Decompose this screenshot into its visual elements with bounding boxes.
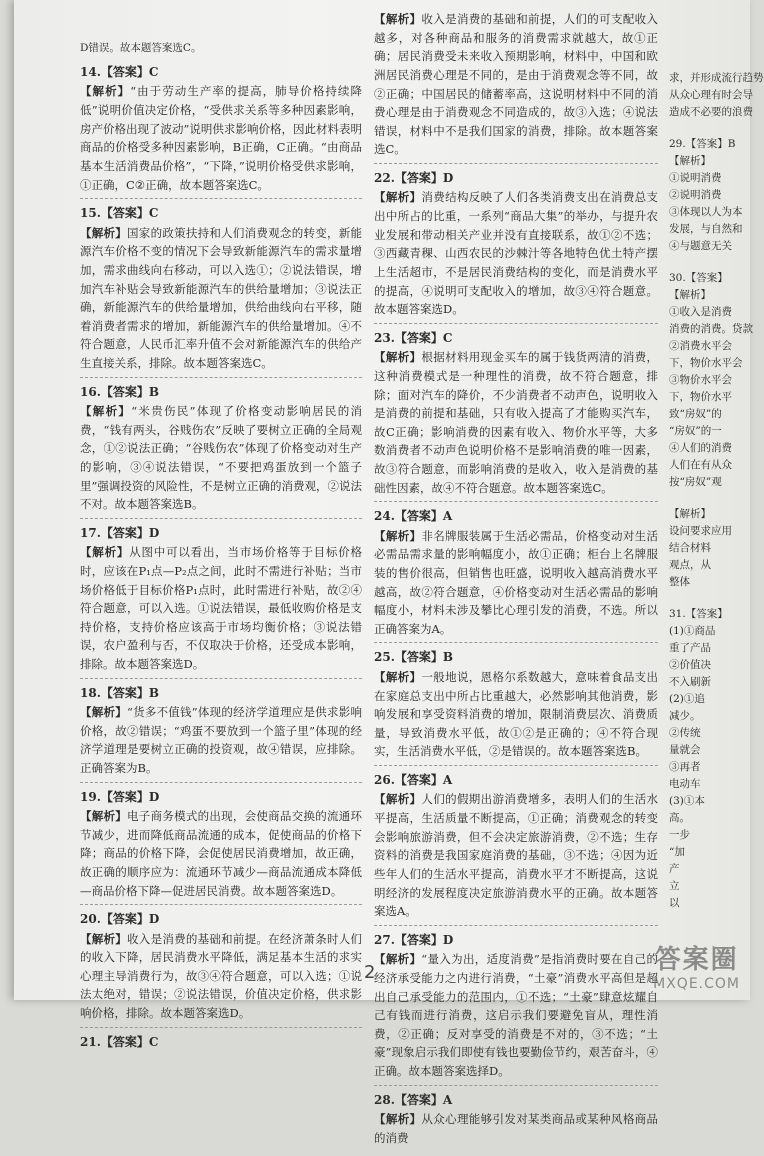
right-line: 求，并形成流行趋势 xyxy=(669,72,764,84)
answer-text: 【答案】D xyxy=(100,912,160,927)
right-line: ②消费水平会 xyxy=(669,340,732,352)
answer-text: 【答案】B xyxy=(394,650,454,665)
explanation-text: “量入为出，适度消费”是指消费时要在自己的经济承受能力之内进行消费，“土豪”消费水平高但是超出自己承受能力的范围内，①不选；“土豪”肆意炫耀自己有钱而进行消费，这启示我们要避免盲从，理性消费，②正确；反对享受的消费是不对的，③不选；“土豪”现象启示我们即使有钱也要勤俭节约，艰苦奋斗，④正确。故本题答案选择D。 xyxy=(374,952,658,1078)
watermark-line2: MXQE.COM xyxy=(653,976,740,992)
explanation-label: 【解析】 xyxy=(80,809,128,823)
right-line: 一步 xyxy=(669,829,690,841)
explanation xyxy=(374,790,658,920)
explanation-text: 人们的假期出游消费增多，表明人们的生活水平提高，生活质量不断提高，①正确；消费观念的转变会影响旅游消费，但不会决定旅游消费，②不选；生存资料的消费是我国家庭消费的基础，③不选；④因为近些年人们的生活水平提高，消费水平才不断提高，这说明经济的发展程度决定旅游消费水平的正确。故本题答案选A。 xyxy=(374,792,659,919)
explanation-text: 国家的政策扶持和人们消费观念的转变，新能源汽车价格不变的情况下会导致新能源汽车的需求量增加，需求曲线向右移动，可以入选①；②说法错误，增加汽车补贴会导致新能源汽车的供给量增加；③说法正确，新能源汽车的供给量增加，供给曲线向右平移，随着消费者需求的增加，新能源汽车的供给量增加。④不符合题意，人民币汇率升值不会对新能源汽车的供给产生直接关系，排除。故本题答案选C。 xyxy=(80,225,363,370)
right-line: 减少。 xyxy=(669,710,701,722)
right-line: 产 xyxy=(669,863,680,875)
answer-line xyxy=(374,329,658,348)
right-line: ②传统 xyxy=(669,727,701,739)
explanation-text: 收入是消费的基础和前提，人们的可支配收入越多，对各种商品和服务的消费需求就越大，故①正确；居民消费受未来收入预期影响，材料中，中国和欧洲居民消费心理是不同的，是由于消费观念等不同，故②正确；中国居民的储蓄率高，这说明材料中不同的消费心理是由于消费观念不同造成的，故③入选；④说法错误，材料中不是我们国家的消费，排除。故本题答案选C。 xyxy=(374,12,659,157)
question-number: 28. xyxy=(374,1092,395,1107)
answer-entry xyxy=(374,329,658,502)
answer-line xyxy=(80,788,362,807)
answer-text: 【答案】C xyxy=(100,206,159,221)
right-line: ③再者 xyxy=(669,761,701,773)
explanation xyxy=(80,402,362,514)
left-column xyxy=(80,40,362,1061)
right-line: 30.【答案】 xyxy=(669,272,728,284)
right-line: 观点，从 xyxy=(669,559,711,571)
answer-text: 【答案】A xyxy=(394,509,453,524)
right-line: 设问要求应用 xyxy=(669,525,732,537)
middle-entries xyxy=(374,10,658,1151)
answer-entry xyxy=(80,1033,362,1056)
right-line: (2)①追 xyxy=(669,693,705,705)
explanation-label: 【解析】 xyxy=(374,669,422,684)
top-note: D错误。故本题答案选C。 xyxy=(80,42,202,54)
explanation-text: 非名牌服装属于生活必需品，价格变动对生活必需品需求量的影响幅度小，故①正确；柜台上名牌服装的售价很高，但销售也旺盛，说明收入越高消费水平越高，故②符合题意，④价格变动对生活必需品的影响幅度小，材料未涉及攀比心理引发的消费，不选。所以正确答案为A。 xyxy=(374,528,659,636)
question-number: 19. xyxy=(80,789,101,804)
right-line: 从众心理有时会导 xyxy=(669,89,753,101)
page-sheet xyxy=(14,0,764,1145)
right-line: 【解析】 xyxy=(669,155,711,167)
explanation-label: 【解析】 xyxy=(80,931,128,946)
right-line: “加 xyxy=(669,846,685,858)
explanation-text: 消费结构反映了人们各类消费支出在消费总支出中所占的比重，一系列“商品大集”的举办，与提升农业发展和带动相关产业并没有直接联系，故①②不选；③西藏青稞、山西农民的沙棘汁等各地特色优土特产摆上生活超市，不是居民消费结构的变化，而是消费水平的提高，④说明可支配收入的增加，故③④符合题意。故本题答案选D。 xyxy=(374,190,659,317)
answer-text: 【答案】C xyxy=(100,65,159,79)
answer-entry xyxy=(80,524,362,679)
answer-line xyxy=(374,169,658,188)
question-number: 15. xyxy=(80,206,101,221)
question-number: 27. xyxy=(374,932,395,947)
answer-entry xyxy=(80,684,362,783)
right-line: (3)①本 xyxy=(669,795,705,807)
right-line: 电动车 xyxy=(669,778,701,790)
answer-text: 【答案】D xyxy=(100,789,160,804)
explanation-label: 【解析】 xyxy=(374,190,422,205)
right-column-partial xyxy=(669,70,764,912)
explanation-label: 【解析】 xyxy=(374,350,422,365)
explanation-label: 【解析】 xyxy=(80,84,131,99)
answer-entry xyxy=(374,771,658,926)
explanation xyxy=(80,543,362,673)
answer-entry xyxy=(80,63,362,199)
answer-line xyxy=(80,204,362,223)
answer-entry xyxy=(80,910,362,1028)
answer-entry xyxy=(374,931,658,1086)
right-line: 立 xyxy=(669,880,680,892)
explanation-label: 【解析】 xyxy=(374,792,422,807)
answer-entry xyxy=(80,383,362,519)
question-number: 14. xyxy=(80,65,101,79)
explanation-text: 根据材料用现金买车的属于钱货两清的消费，这种消费模式是一种理性的消费，故不符合题意，排除；面对汽车的降价，不少消费者不动声色，说明收入是消费的前提和基础，只有收入提高了才能购买汽车，故C正确；影响消费的因素有收入、物价水平等，大多数消费者不动声色说明价格不是影响消费的唯一因素，故③符合题意，而影响消费的是收入，收入是消费的基础性因素，故④不符合题意。故本题答案选C。 xyxy=(374,350,659,495)
right-line: ②说明消费 xyxy=(669,189,722,201)
explanation-text: “由于劳动生产率的提高，肺导价格持续降低”说明价值决定价格，“受供求关系等多种因素影响，房产价格出现了波动”说明供求影响价格，因此材料表明商品的价格受多种因素影响，B正确，C正确。“由商品基本生活消费品价格”，“下降，”说明价格受供求影响，①正确，C②正确，故本题答案选C。 xyxy=(80,84,362,192)
explanation xyxy=(374,668,658,761)
answer-entry xyxy=(80,204,362,377)
explanation-text: “米贵伤民”体现了价格变动影响居民的消费，“钱有两头，谷贱伤农”反映了要树立正确的全局观念，①②说法正确；“谷贱伤农”体现了价格变动对生产的影响，③④说法错误，“不要把鸡蛋放到一个篮子里”强调投资的风险性，不是树立正确的消费观，②说法不对。故本题答案选B。 xyxy=(80,404,363,512)
explanation xyxy=(80,703,362,778)
right-line xyxy=(669,255,764,270)
right-line: 29.【答案】B xyxy=(669,138,736,150)
answer-text: 【答案】D xyxy=(100,525,160,540)
right-line: 结合材料 xyxy=(669,542,711,554)
answer-entry xyxy=(374,648,658,766)
left-entries xyxy=(80,63,362,1056)
right-line: ④与题意无关 xyxy=(669,240,732,252)
right-lines xyxy=(669,70,764,912)
right-line: 高。 xyxy=(669,812,690,824)
answer-entry xyxy=(374,507,658,643)
right-line: ④人们的消费 xyxy=(669,442,732,454)
explanation-text: 电子商务模式的出现，会使商品交换的流通环节减少，进而降低商品流通的成本，促使商品的价格下降；商品的价格下降，会促使居民消费增加，故正确，故正确的顺序应为：流通环节减少—商品流通成本降低—商品价格下降—促进居民消费。故本题答案选D。 xyxy=(80,809,363,898)
right-line: 人们在有从众 xyxy=(669,459,732,471)
explanation-label: 【解析】 xyxy=(80,545,130,560)
explanation xyxy=(80,930,362,1023)
question-number: 24. xyxy=(374,509,395,524)
right-line: 重了产品 xyxy=(669,642,711,654)
right-line: 发展，与自然和 xyxy=(669,223,743,235)
answer-text: 【答案】C xyxy=(100,1034,159,1049)
answer-entry xyxy=(374,1091,658,1152)
right-line: 造成不必要的浪费 xyxy=(669,106,753,118)
right-line: 不入刷新 xyxy=(669,676,711,688)
right-line: ②价值决 xyxy=(669,659,711,671)
explanation-label: 【解析】 xyxy=(374,1112,422,1127)
right-line: 消费的消费。贷款 xyxy=(669,323,753,335)
explanation xyxy=(374,950,658,1080)
explanation xyxy=(374,348,658,497)
explanation-label: 【解析】 xyxy=(80,404,132,419)
explanation-label: 【解析】 xyxy=(374,952,422,967)
answer-line xyxy=(374,507,658,526)
explanation xyxy=(374,188,658,318)
explanation-text: 从众心理能够引发对某类商品或某种风格商品的消费 xyxy=(374,1112,659,1145)
right-line: ③体现以人为本 xyxy=(669,206,743,218)
answer-line xyxy=(80,63,362,82)
explanation-label: 【解析】 xyxy=(80,705,127,720)
explanation xyxy=(374,10,658,159)
answer-text: 【答案】D xyxy=(394,171,454,185)
explanation-label: 【解析】 xyxy=(80,225,128,240)
answer-line xyxy=(80,383,362,402)
question-number: 18. xyxy=(80,685,101,700)
answer-line xyxy=(374,931,658,950)
answer-text: 【答案】A xyxy=(394,1092,453,1107)
answer-line xyxy=(80,524,362,543)
explanation-text: 收入是消费的基础和前提。在经济萧条时人们的收入下降，居民消费水平降低，满足基本生活的求实心理主导消费行为，故③④符合题意，可以入选；①说法太绝对，错误；②说法错误，价值决定价格，供求影响价格，排除。故本题答案选D。 xyxy=(80,931,363,1021)
answer-text: 【答案】C xyxy=(394,330,453,345)
right-line: ③物价水平会 xyxy=(669,374,732,386)
question-number: 20. xyxy=(80,912,101,927)
right-line: 下，物价水平会 xyxy=(669,357,743,369)
right-line: “房奴”的一 xyxy=(669,425,722,437)
answer-text: 【答案】B xyxy=(100,384,160,399)
answer-text: 【答案】B xyxy=(100,685,160,700)
right-line: ①说明消费 xyxy=(669,172,722,184)
question-number: 16. xyxy=(80,384,101,399)
watermark-line1: 答案圈 xyxy=(654,945,739,975)
right-line: 量就会 xyxy=(669,744,701,756)
answer-line xyxy=(80,1033,362,1052)
right-line: 整体 xyxy=(669,576,690,588)
right-line xyxy=(669,121,764,136)
right-line: 按“房奴”观 xyxy=(669,476,722,488)
answer-entry xyxy=(374,169,658,324)
answer-entry xyxy=(80,788,362,906)
right-line: (1)①商品 xyxy=(669,625,716,637)
answer-line xyxy=(374,1091,658,1110)
question-number: 22. xyxy=(374,171,395,185)
explanation xyxy=(80,807,362,900)
right-line: 【解析】 xyxy=(669,289,711,301)
right-line: ①收入是消费 xyxy=(669,306,732,318)
answer-line xyxy=(374,648,658,667)
right-line xyxy=(669,491,764,506)
answer-line xyxy=(80,910,362,929)
right-line xyxy=(669,591,764,606)
middle-column xyxy=(374,10,658,1156)
answer-entry xyxy=(374,10,658,164)
page-number: 2 xyxy=(364,962,376,983)
explanation-label: 【解析】 xyxy=(374,12,422,26)
answer-text: 【答案】D xyxy=(394,932,454,947)
right-line: 【解析】 xyxy=(669,508,711,520)
right-line: 致“房奴”的 xyxy=(669,408,722,420)
right-line: 以 xyxy=(669,897,680,909)
question-number: 21. xyxy=(80,1034,101,1049)
question-number: 26. xyxy=(374,773,395,787)
explanation-label: 【解析】 xyxy=(374,528,422,543)
right-line: 下，物价水平 xyxy=(669,391,732,403)
question-number: 23. xyxy=(374,330,395,345)
question-number: 17. xyxy=(80,525,101,540)
explanation xyxy=(80,82,362,194)
explanation xyxy=(374,1110,658,1147)
explanation-text: “货多不值钱”体现的经济学道理应是供求影响价格，故②错误；“鸡蛋不要放到一个篮子里”体现的经济学道理是要树立正确的投资观，故④错误，应排除。正确答案为B。 xyxy=(80,705,363,775)
question-number: 25. xyxy=(374,650,395,665)
answer-line xyxy=(80,684,362,703)
right-line: 31.【答案】 xyxy=(669,608,728,620)
explanation xyxy=(80,224,362,373)
explanation-text: 从图中可以看出，当市场价格等于目标价格时，应该在P₁点—P₂点之间，此时不需进行补贴；当市场价格低于目标价格P₁点时，此时需进行补贴，故②④符合题意，可以入选。①说法错误，最低收购价格是支持价格，支持价格应该高于市场均衡价格；③说法错误，农户盈利与否，不仅取决于价格，还受成本影响，排除。故本题答案选D。 xyxy=(80,545,363,671)
explanation-text: 一般地说，恩格尔系数越大，意味着食品支出在家庭总支出中所占比重越大，必然影响其他消费，影响发展和享受资料消费的增加，限制消费层次、消费质量，导致消费水平低，故①②是正确的；④不符合现实，生活消费水平低，②是错误的。故本题答案选B。 xyxy=(374,669,659,759)
answer-text: 【答案】A xyxy=(394,773,453,787)
explanation xyxy=(374,527,658,639)
answer-line xyxy=(374,771,658,790)
watermark-logo xyxy=(653,939,740,992)
